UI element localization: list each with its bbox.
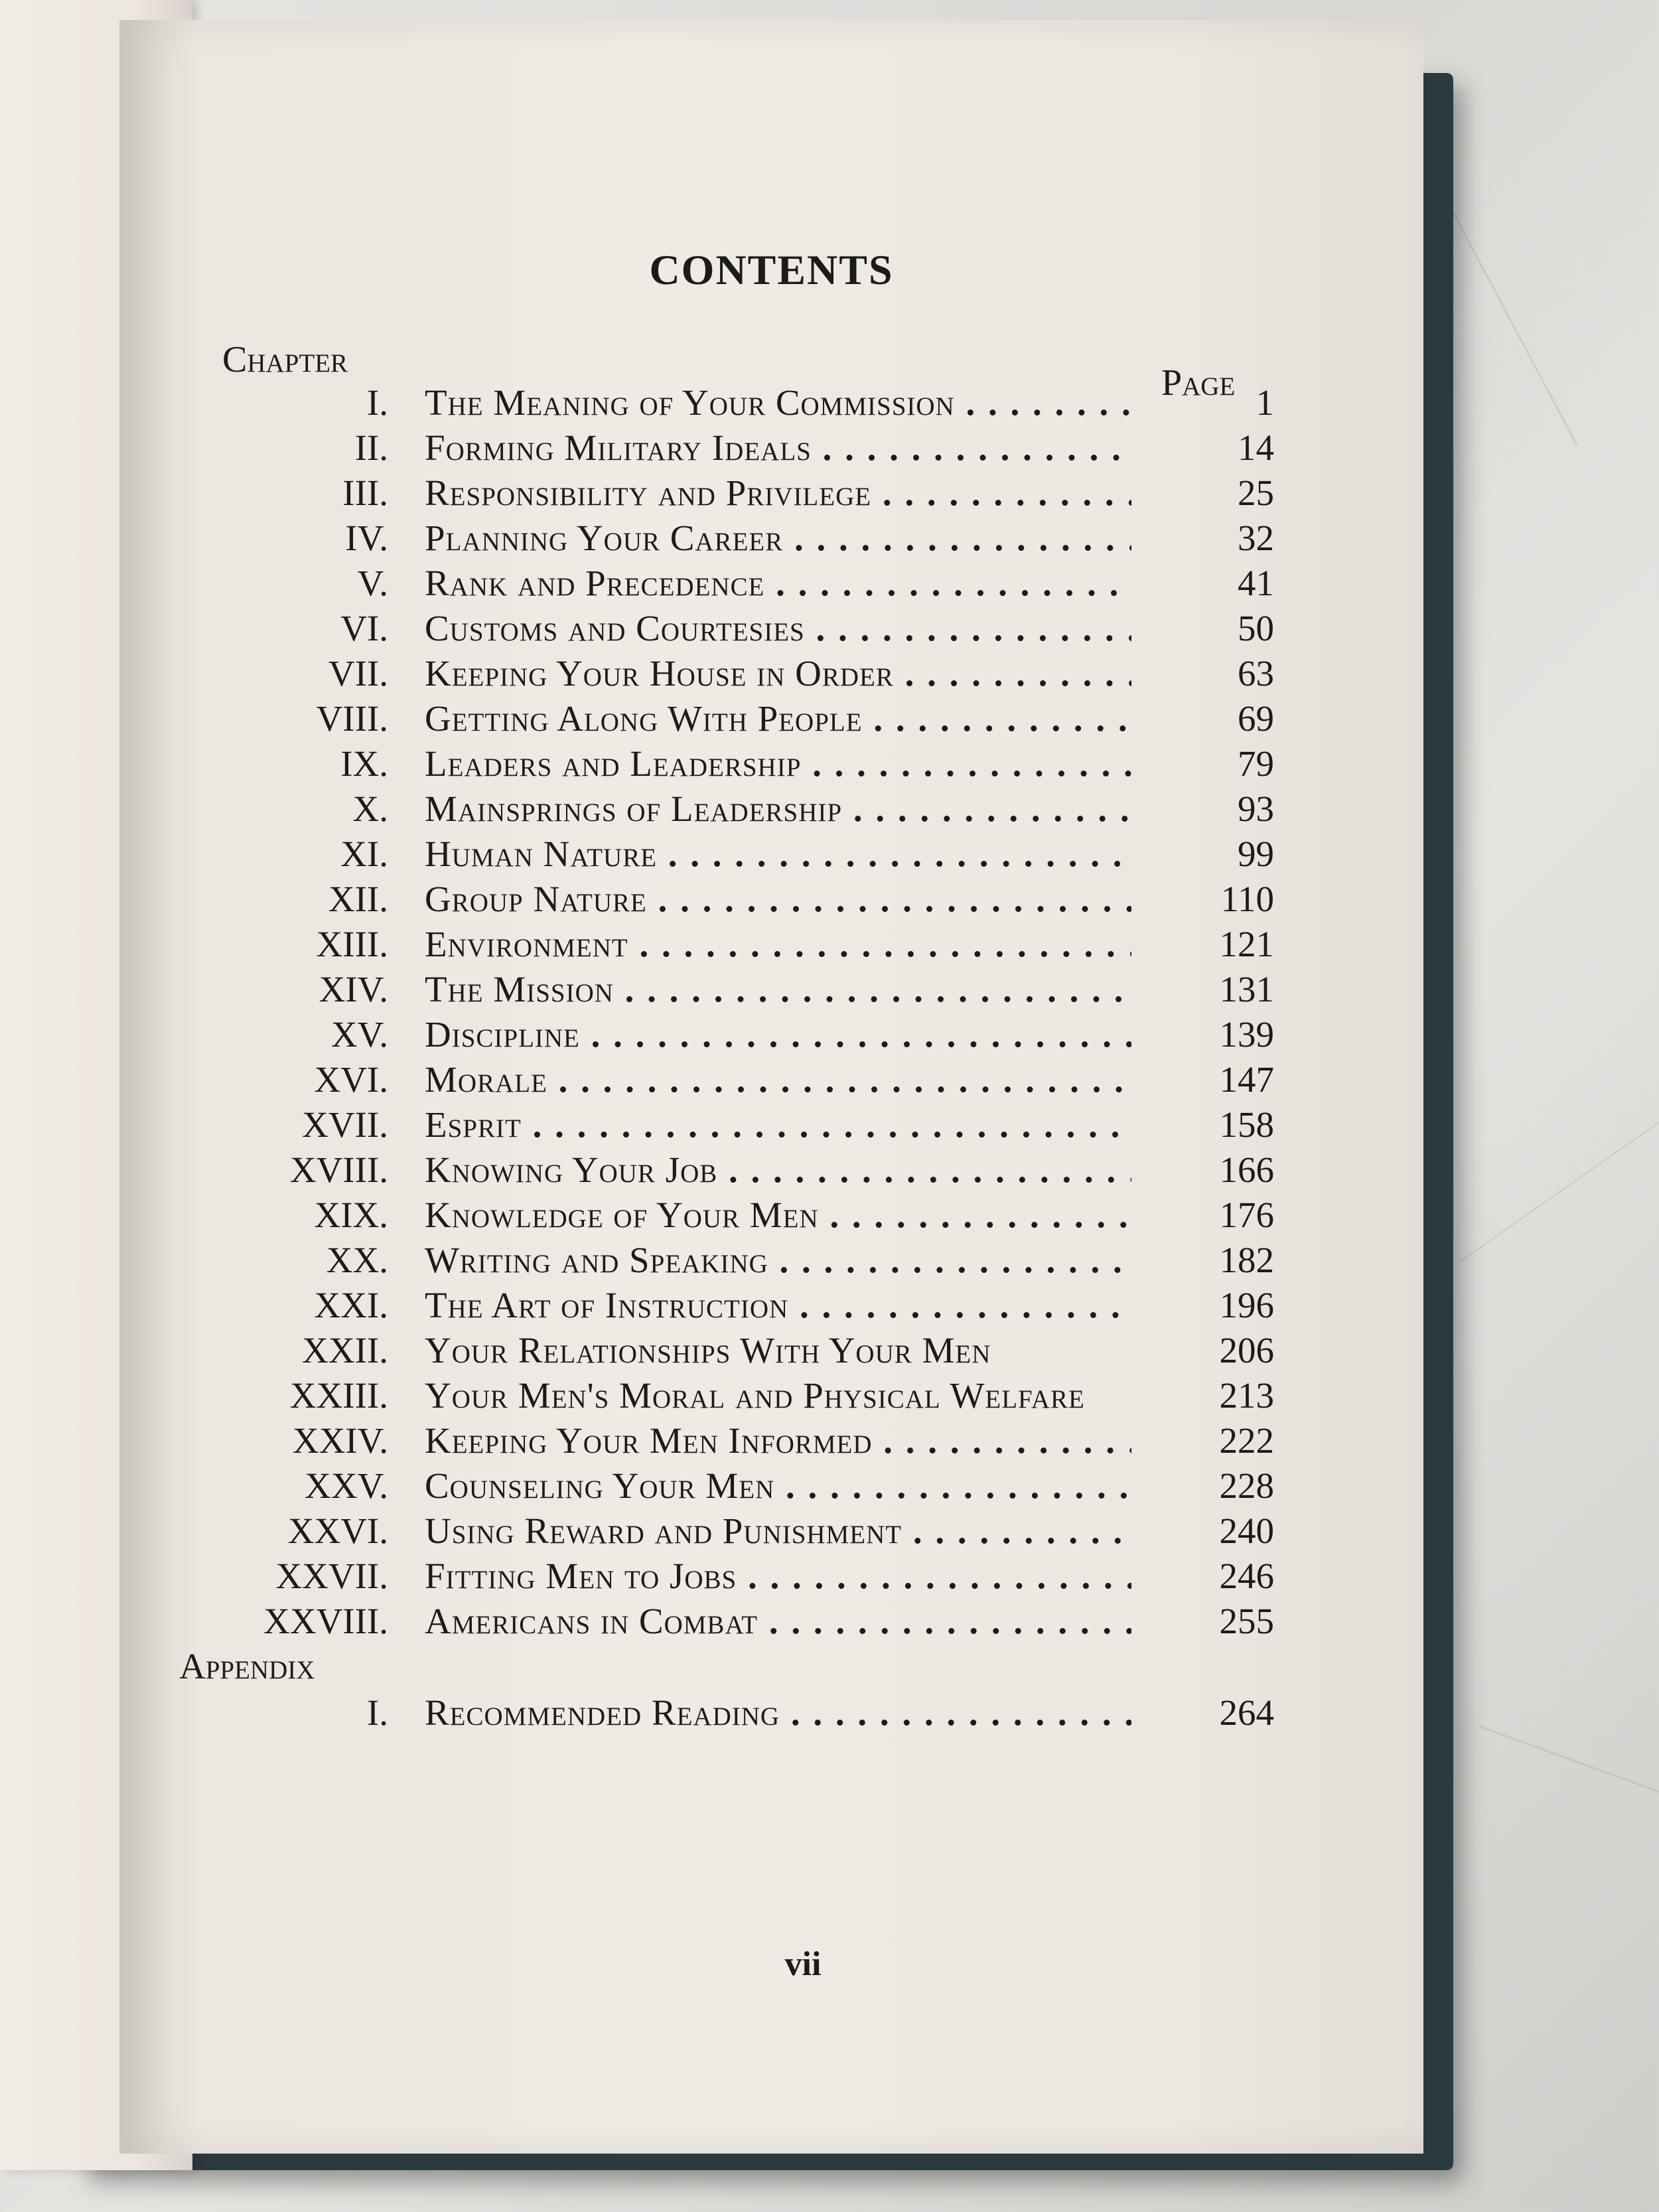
chapter-page-number: 110	[1220, 879, 1274, 919]
chapter-title: Fitting Men to Jobs . . .	[425, 1555, 1131, 1597]
chapter-number: V.	[357, 563, 388, 603]
chapter-title: Responsibility and Privilege . . .	[425, 472, 1131, 514]
toc-row	[119, 1104, 1423, 1149]
chapter-number: XVIII.	[289, 1149, 388, 1190]
toc-row	[119, 743, 1423, 788]
toc-row	[119, 562, 1423, 607]
appendix-row	[119, 1692, 1423, 1737]
marble-vein	[1446, 200, 1579, 447]
chapter-page-number: 166	[1219, 1149, 1274, 1190]
table-of-contents	[119, 382, 1423, 1737]
appendix-header: Appendix	[179, 1646, 315, 1686]
chapter-number: X.	[352, 788, 388, 829]
toc-row	[119, 382, 1423, 427]
chapter-number: IV.	[345, 518, 388, 558]
chapter-title: Rank and Precedence . . .	[425, 562, 1131, 604]
chapter-page-number: 196	[1219, 1285, 1274, 1325]
chapter-page-number: 222	[1219, 1420, 1274, 1461]
toc-row	[119, 1555, 1423, 1600]
chapter-number: XVII.	[302, 1104, 388, 1145]
chapter-title: The Art of Instruction . . .	[425, 1284, 1131, 1326]
chapter-number: VII.	[328, 653, 388, 694]
chapter-number: XIII.	[316, 924, 388, 964]
page-title: CONTENTS	[649, 246, 894, 293]
chapter-number: XIV.	[319, 969, 388, 1009]
toc-row	[119, 652, 1423, 698]
chapter-page-number: 99	[1238, 834, 1274, 874]
toc-row	[119, 427, 1423, 472]
chapter-number: XIX.	[314, 1195, 388, 1235]
chapter-page-number: 176	[1219, 1195, 1274, 1235]
toc-row	[119, 1420, 1423, 1465]
chapter-number: XXIV.	[292, 1420, 388, 1461]
toc-row	[119, 607, 1423, 652]
toc-row	[119, 472, 1423, 517]
chapter-number: VI.	[340, 608, 388, 648]
chapter-number: XI.	[340, 834, 388, 874]
chapter-title: Customs and Courtesies . . .	[425, 607, 1131, 649]
toc-row	[119, 788, 1423, 833]
chapter-page-number: 121	[1219, 924, 1274, 964]
chapter-title: Group Nature . . .	[425, 878, 1131, 920]
chapter-column-header: Chapter	[222, 339, 348, 380]
chapter-page-number: 14	[1238, 427, 1274, 468]
chapter-title: Using Reward and Punishment . . .	[425, 1510, 1131, 1552]
toc-row	[119, 968, 1423, 1013]
chapter-number: XII.	[328, 879, 388, 919]
toc-row	[119, 1013, 1423, 1059]
toc-row	[119, 1374, 1423, 1420]
chapter-page-number: 228	[1219, 1465, 1274, 1506]
toc-row	[119, 923, 1423, 968]
toc-row	[119, 1284, 1423, 1329]
chapter-title: Your Relationships With Your Men	[425, 1330, 991, 1370]
page-folio: vii	[784, 1945, 822, 1983]
marble-vein	[1479, 1726, 1659, 1795]
chapter-number: XXI.	[314, 1285, 388, 1325]
chapter-title: Knowledge of Your Men . . .	[425, 1194, 1131, 1236]
toc-row	[119, 517, 1423, 562]
chapter-number: XXIII.	[289, 1375, 388, 1416]
chapter-title: Human Nature . . .	[425, 833, 1131, 875]
toc-row	[119, 833, 1423, 878]
appendix-title: Recommended Reading . . .	[425, 1692, 1131, 1733]
chapter-title: Writing and Speaking . . .	[425, 1239, 1131, 1281]
toc-row	[119, 1239, 1423, 1284]
chapter-title: Keeping Your House in Order . . .	[425, 652, 1131, 694]
toc-row	[119, 878, 1423, 923]
chapter-title: Discipline . . .	[425, 1013, 1131, 1055]
chapter-page-number: 255	[1219, 1601, 1274, 1641]
contents-page	[119, 20, 1423, 2154]
chapter-title: Keeping Your Men Informed . . .	[425, 1420, 1131, 1461]
chapter-number: XVI.	[314, 1059, 388, 1100]
chapter-page-number: 93	[1238, 788, 1274, 829]
chapter-page-number: 63	[1238, 653, 1274, 694]
chapter-page-number: 32	[1238, 518, 1274, 558]
chapter-page-number: 139	[1219, 1014, 1274, 1055]
chapter-page-number: 246	[1219, 1556, 1274, 1596]
chapter-page-number: 131	[1219, 969, 1274, 1009]
chapter-number: VIII.	[316, 698, 388, 739]
chapter-title: Morale . . .	[425, 1059, 1131, 1100]
toc-row	[119, 1510, 1423, 1555]
chapter-page-number: 240	[1219, 1511, 1274, 1551]
chapter-title: The Meaning of Your Commission . . .	[425, 382, 1131, 423]
chapter-number: I.	[366, 382, 388, 423]
chapter-number: XXV.	[305, 1465, 388, 1506]
chapter-number: XXVI.	[287, 1511, 388, 1551]
chapter-number: IX.	[340, 743, 388, 784]
chapter-title: Mainsprings of Leadership . . .	[425, 788, 1131, 830]
toc-row	[119, 1194, 1423, 1239]
chapter-title: Americans in Combat . . .	[425, 1600, 1131, 1642]
chapter-number: II.	[354, 427, 388, 468]
chapter-page-number: 1	[1256, 382, 1274, 423]
chapter-page-number: 182	[1219, 1240, 1274, 1280]
chapter-title: Knowing Your Job . . .	[425, 1149, 1131, 1191]
toc-row	[119, 1329, 1423, 1374]
chapter-title: Counseling Your Men . . .	[425, 1465, 1131, 1507]
chapter-title: Your Men's Moral and Physical Welfare	[425, 1375, 1085, 1416]
chapter-page-number: 158	[1219, 1104, 1274, 1145]
toc-row	[119, 1600, 1423, 1645]
chapter-number: XX.	[326, 1240, 388, 1280]
chapter-title: Esprit . . .	[425, 1104, 1131, 1145]
chapter-number: XXII.	[302, 1330, 388, 1370]
chapter-page-number: 147	[1219, 1059, 1274, 1100]
toc-row	[119, 1149, 1423, 1194]
chapter-title: The Mission . . .	[425, 968, 1131, 1010]
chapter-page-number: 213	[1219, 1375, 1274, 1416]
chapter-page-number: 25	[1238, 473, 1274, 513]
chapter-page-number: 41	[1238, 563, 1274, 603]
chapter-page-number: 69	[1238, 698, 1274, 739]
chapter-number: XXVIII.	[263, 1601, 388, 1641]
chapter-title: Getting Along With People . . .	[425, 698, 1131, 739]
page-column-header: Page	[1161, 362, 1236, 404]
toc-row	[119, 1059, 1423, 1104]
toc-row	[119, 698, 1423, 743]
chapter-page-number: 79	[1238, 743, 1274, 784]
chapter-title: Planning Your Career . . .	[425, 517, 1131, 559]
chapter-number: XV.	[330, 1014, 388, 1055]
chapter-page-number: 206	[1219, 1330, 1274, 1370]
chapter-title: Leaders and Leadership . . .	[425, 743, 1131, 784]
chapter-number: XXVII.	[275, 1556, 388, 1596]
appendix-number: I.	[366, 1692, 388, 1733]
toc-row	[119, 1465, 1423, 1510]
appendix-page-number: 264	[1219, 1692, 1274, 1733]
marble-vein	[1459, 1116, 1659, 1262]
chapter-title: Environment . . .	[425, 923, 1131, 965]
chapter-page-number: 50	[1238, 608, 1274, 648]
chapter-number: III.	[342, 473, 388, 513]
chapter-title: Forming Military Ideals . . .	[425, 427, 1131, 469]
